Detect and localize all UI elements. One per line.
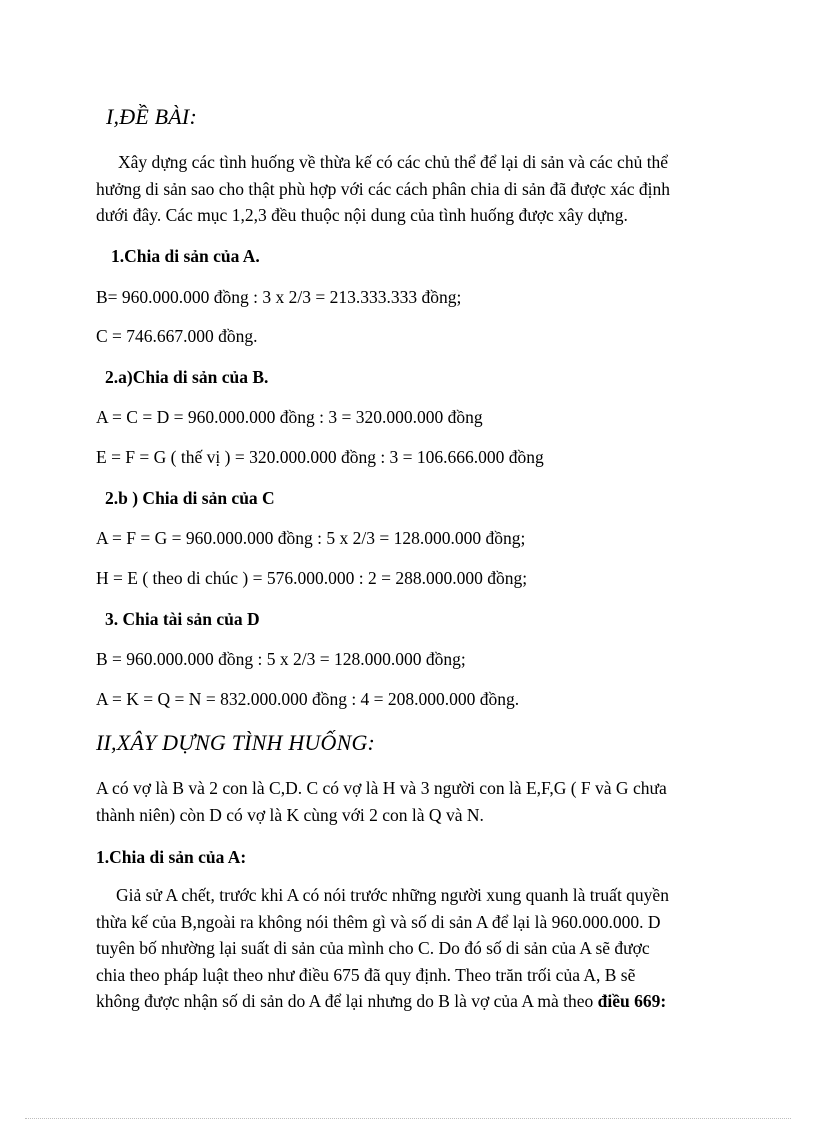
item2b-title: 2.b ) Chia di sản của C bbox=[105, 488, 275, 508]
sub1-line: tuyên bố nhường lại suất di sản của mình cho C. Do đó số di sản của A sẽ được bbox=[96, 938, 650, 958]
sub1-last-text: không được nhận số di sản do A để lại nhưng do B là vợ của A mà theo bbox=[96, 991, 598, 1011]
item2a-line: A = C = D = 960.000.000 đồng : 3 = 320.000.000 đồng bbox=[96, 407, 483, 427]
item3-line: A = K = Q = N = 832.000.000 đồng : 4 = 208.000.000 đồng. bbox=[96, 689, 520, 709]
item1-line: C = 746.667.000 đồng. bbox=[96, 326, 258, 346]
family-line: thành niên) còn D có vợ là K cùng với 2 con là Q và N. bbox=[96, 804, 484, 825]
sub1-paragraph bbox=[96, 882, 736, 1015]
page-bottom-divider bbox=[25, 1118, 791, 1119]
item2b-line: H = E ( theo di chúc ) = 576.000.000 : 2 = 288.000.000 đồng; bbox=[96, 568, 528, 588]
family-paragraph bbox=[96, 775, 736, 828]
sub1-last-line bbox=[96, 988, 736, 1015]
item2a-title: 2.a)Chia di sản của B. bbox=[105, 367, 269, 387]
intro-line: dưới đây. Các mục 1,2,3 đều thuộc nội dung của tình huống được xây dựng. bbox=[96, 205, 628, 225]
sub1-line: thừa kế của B,ngoài ra không nói thêm gì và số di sản A để lại là 960.000.000. D bbox=[96, 911, 661, 932]
intro-paragraph bbox=[96, 149, 736, 229]
sub1-line: chia theo pháp luật theo như điều 675 đã quy định. Theo trăn trối của A, B sẽ bbox=[96, 964, 636, 985]
intro-line: Xây dựng các tình huống về thừa kế có các chủ thể để lại di sản và các chủ thể bbox=[118, 152, 669, 172]
item3-title: 3. Chia tài sản của D bbox=[105, 609, 260, 629]
sub1-title: 1.Chia di sản của A: bbox=[96, 847, 247, 867]
item3-line: B = 960.000.000 đồng : 5 x 2/3 = 128.000.000 đồng; bbox=[96, 649, 466, 669]
item1-title: 1.Chia di sản của A. bbox=[111, 246, 260, 266]
family-line: A có vợ là B và 2 con là C,D. C có vợ là H và 3 người con là E,F,G ( F và G chưa bbox=[96, 778, 667, 798]
item1-line: B= 960.000.000 đồng : 3 x 2/3 = 213.333.333 đồng; bbox=[96, 287, 462, 307]
section1-heading: I,ĐỀ BÀI: bbox=[106, 104, 197, 129]
sub1-line: Giả sử A chết, trước khi A có nói trước những người xung quanh là truất quyền bbox=[116, 885, 669, 905]
article-669-ref: điều 669: bbox=[597, 991, 667, 1011]
intro-line: hưởng di sản sao cho thật phù hợp với các cách phân chia di sản đã được xác định bbox=[96, 178, 671, 199]
section2-heading: II,XÂY DỰNG TÌNH HUỐNG: bbox=[96, 730, 376, 755]
item2a-line: E = F = G ( thế vị ) = 320.000.000 đồng : 3 = 106.666.000 đồng bbox=[96, 447, 544, 467]
item2b-line: A = F = G = 960.000.000 đồng : 5 x 2/3 = 128.000.000 đồng; bbox=[96, 528, 526, 548]
